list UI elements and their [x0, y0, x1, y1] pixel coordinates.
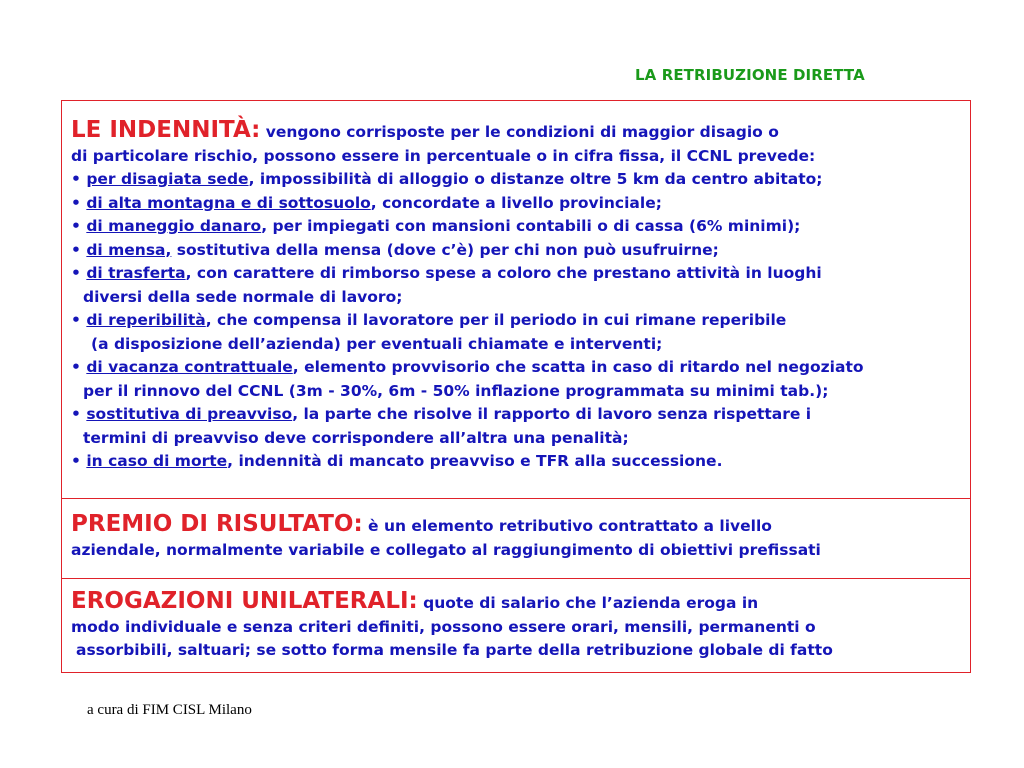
indennita-intro-1: vengono corrisposte per le condizioni di maggior disagio o: [260, 123, 779, 141]
item-text: sostitutiva della mensa (dove c’è) per chi non può usufruirne;: [171, 240, 719, 259]
item-term: sostitutiva di preavviso: [86, 405, 293, 423]
bullet-icon: •: [71, 264, 81, 282]
item-continuation: (a disposizione dell’azienda) per eventuali chiamate e interventi;: [91, 334, 663, 353]
erogazioni-line-3: assorbibili, saltuari; se sotto forma mensile fa parte della retribuzione globale di fatto: [76, 641, 833, 659]
item-text: , impossibilità di alloggio o distanze oltre 5 km da centro abitato;: [248, 170, 823, 188]
premio-heading: PREMIO DI RISULTATO:: [71, 511, 363, 537]
list-item: [71, 309, 970, 333]
section-indennita: [62, 101, 970, 498]
erogazioni-heading: EROGAZIONI UNILATERALI:: [71, 588, 418, 614]
premio-line-2: aziendale, normalmente variabile e collegato al raggiungimento di obiettivi prefissati: [71, 540, 821, 559]
list-item: [71, 215, 970, 239]
premio-row-1: [71, 513, 970, 539]
list-item: [71, 450, 970, 474]
item-term: di vacanza contrattuale: [86, 358, 293, 376]
section-premio: [62, 498, 970, 578]
bullet-icon: •: [71, 311, 81, 329]
bullet-icon: •: [71, 193, 81, 212]
item-term: di maneggio danaro: [86, 217, 262, 235]
bullet-icon: •: [71, 405, 81, 423]
list-item: [71, 168, 970, 192]
item-continuation: per il rinnovo del CCNL (3m - 30%, 6m - 50% inflazione programmata su minimi tab.);: [83, 381, 829, 400]
indennita-intro-2: di particolare rischio, possono essere in percentuale o in cifra fissa, il CCNL prevede:: [71, 146, 816, 165]
item-text: , che compensa il lavoratore per il periodo in cui rimane reperibile: [205, 311, 787, 329]
item-term: di trasferta: [86, 264, 186, 282]
item-text: , la parte che risolve il rapporto di lavoro senza rispettare i: [292, 405, 812, 423]
bullet-icon: •: [71, 170, 81, 188]
item-continuation: diversi della sede normale di lavoro;: [83, 287, 403, 306]
item-term: per disagiata sede: [86, 170, 249, 188]
item-text: , concordate a livello provinciale;: [370, 193, 662, 212]
list-item: [71, 192, 970, 216]
bullet-icon: •: [71, 217, 81, 235]
list-item: [71, 403, 970, 427]
list-item: [71, 262, 970, 286]
footer-credit: a cura di FIM CISL Milano: [87, 702, 252, 718]
bullet-icon: •: [71, 240, 81, 259]
item-term: di alta montagna e di sottosuolo: [86, 193, 371, 212]
item-term: di mensa,: [86, 240, 172, 259]
item-term: di reperibilità: [86, 311, 206, 329]
item-text: , indennità di mancato preavviso e TFR alla successione.: [227, 452, 723, 470]
bullet-icon: •: [71, 358, 81, 376]
list-item: [71, 239, 970, 263]
list-item: [71, 356, 970, 380]
erogazioni-row-1: [71, 590, 970, 616]
content-frame: [61, 100, 971, 673]
item-term: in caso di morte: [86, 452, 228, 470]
item-continuation: termini di preavviso deve corrispondere all’altra una penalità;: [83, 428, 629, 447]
bullet-icon: •: [71, 452, 81, 470]
indennita-intro-row: [71, 119, 970, 145]
indennita-heading: LE INDENNITÀ:: [71, 117, 261, 143]
item-text: , con carattere di rimborso spese a coloro che prestano attività in luoghi: [185, 264, 822, 282]
erogazioni-line-2: modo individuale e senza criteri definiti, possono essere orari, mensili, permanenti o: [71, 617, 816, 636]
section-erogazioni: [62, 578, 970, 672]
slide-title: LA RETRIBUZIONE DIRETTA: [635, 66, 865, 84]
item-text: , per impiegati con mansioni contabili o di cassa (6% minimi);: [261, 217, 801, 235]
item-text: , elemento provvisorio che scatta in caso di ritardo nel negoziato: [292, 358, 864, 376]
erogazioni-line-1: quote di salario che l’azienda eroga in: [417, 594, 759, 612]
premio-line-1: è un elemento retributivo contrattato a livello: [362, 517, 772, 535]
